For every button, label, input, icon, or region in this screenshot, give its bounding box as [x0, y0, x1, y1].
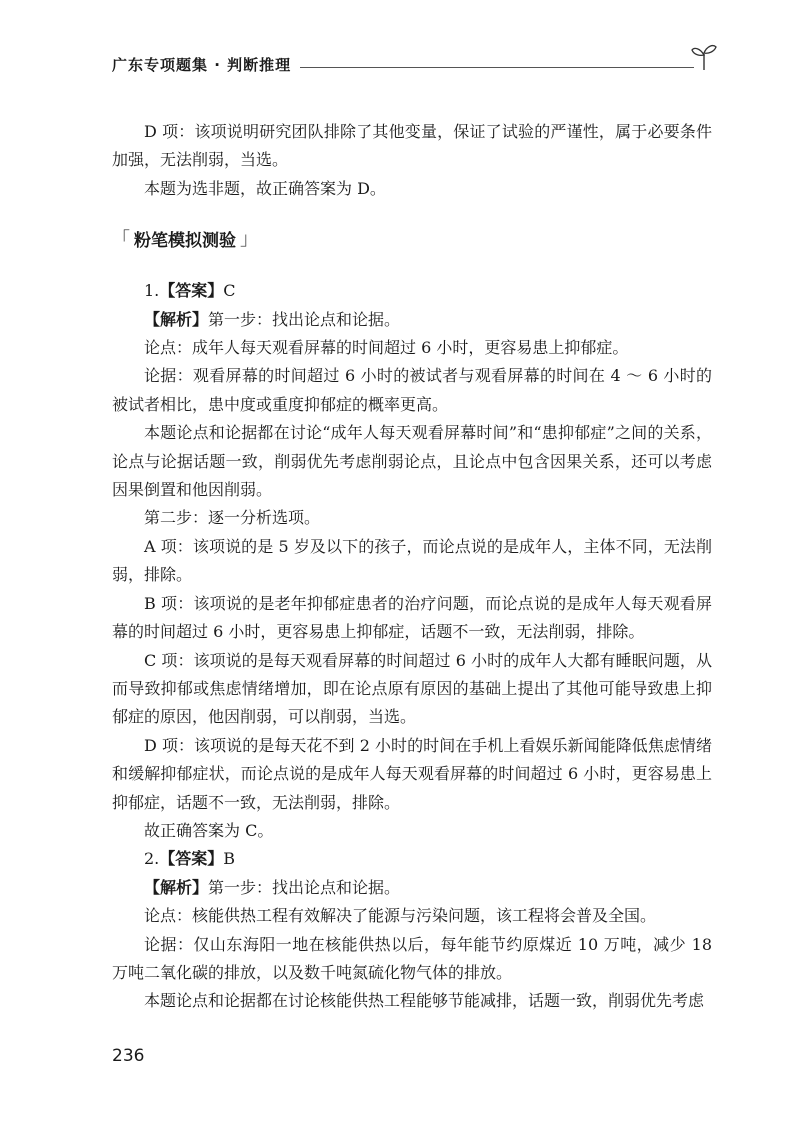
header-title: 广东专项题集 · 判断推理	[112, 56, 292, 74]
q2-analysis-label: 【解析】	[144, 877, 209, 897]
page-number: 236	[112, 1046, 145, 1066]
section-open-bracket: 「	[112, 229, 130, 251]
q2-answer-label: 【答案】	[159, 849, 224, 869]
q1-paragraph: 论点：成年人每天观看屏幕的时间超过 6 小时，更容易患上抑郁症。	[144, 338, 629, 358]
q1-analysis-line	[112, 306, 712, 334]
running-header	[112, 50, 712, 74]
q1-number: 1.	[144, 281, 160, 301]
q2-paragraph: 论点：核能供热工程有效解决了能源与污染问题，该工程将会普及全国。	[144, 906, 657, 926]
q1-analysis-label: 【解析】	[144, 309, 209, 329]
q2-paragraph: 论据：仅山东海阳一地在核能供热以后，每年能节约原煤近 10 万吨，减少 18 万吨二氧化碳的排放，以及数千吨氮硫化物气体的排放。	[112, 934, 712, 982]
q2-analysis-line	[112, 874, 712, 902]
q1-answer-label: 【答案】	[159, 281, 224, 301]
q1-paragraph: B 项：该项说的是老年抑郁症患者的治疗问题，而论点说的是成年人每天观看屏幕的时间超过 6 小时，更容易患上抑郁症，话题不一致，无法削弱，排除。	[112, 593, 712, 642]
q1-paragraph: A 项：该项说的是 5 岁及以下的孩子，而论点说的是成年人，主体不同，无法削弱，排除。	[112, 536, 712, 585]
sprout-icon	[690, 42, 718, 72]
header-rule	[300, 67, 694, 68]
section-close-bracket: 」	[240, 229, 258, 251]
q1-analysis-first: 第一步：找出论点和论据。	[208, 309, 401, 329]
section-heading	[112, 225, 712, 251]
q1-answer-line	[112, 277, 712, 305]
intro-paragraph: D 项：该项说明研究团队排除了其他变量，保证了试验的严谨性，属于必要条件加强，无法削弱，当选。	[112, 122, 712, 170]
intro-paragraph: 本题为选非题，故正确答案为 D。	[144, 178, 386, 198]
q1-paragraph: 论据：观看屏幕的时间超过 6 小时的被试者与观看屏幕的时间在 4 ～ 6 小时的被试者相比，患中度或重度抑郁症的概率更高。	[112, 366, 712, 414]
q2-answer-line	[112, 845, 712, 873]
page-content	[112, 118, 712, 1016]
q1-paragraph: 本题论点和论据都在讨论“成年人每天观看屏幕时间”和“患抑郁症”之间的关系，论点与论据话题一致，削弱优先考虑削弱论点，且论点中包含因果关系，还可以考虑因果倒置和他因削弱。	[112, 423, 712, 500]
q2-number: 2.	[144, 849, 160, 869]
q1-paragraph: 第二步：逐一分析选项。	[144, 508, 321, 528]
section-title: 粉笔模拟测验	[134, 230, 236, 251]
q2-answer: B	[223, 849, 236, 869]
q1-paragraph: 故正确答案为 C。	[144, 820, 274, 840]
q1-paragraph: C 项：该项说的是每天观看屏幕的时间超过 6 小时的成年人大都有睡眠问题，从而导致抑郁或焦虑情绪增加，即在论点原有原因的基础上提出了其他可能导致患上抑郁症的原因，他因削弱，可以削弱，当选。	[112, 650, 712, 727]
q1-paragraph: D 项：该项说的是每天花不到 2 小时的时间在手机上看娱乐新闻能降低焦虑情绪和缓解抑郁症状，而论点说的是成年人每天观看屏幕的时间超过 6 小时，更容易患上抑郁症，话题不一致，无法削弱，排除。	[112, 735, 712, 812]
q1-answer: C	[223, 281, 236, 301]
q2-paragraph: 本题论点和论据都在讨论核能供热工程能够节能减排，话题一致，削弱优先考虑	[144, 991, 705, 1011]
q2-analysis-first: 第一步：找出论点和论据。	[208, 877, 401, 897]
